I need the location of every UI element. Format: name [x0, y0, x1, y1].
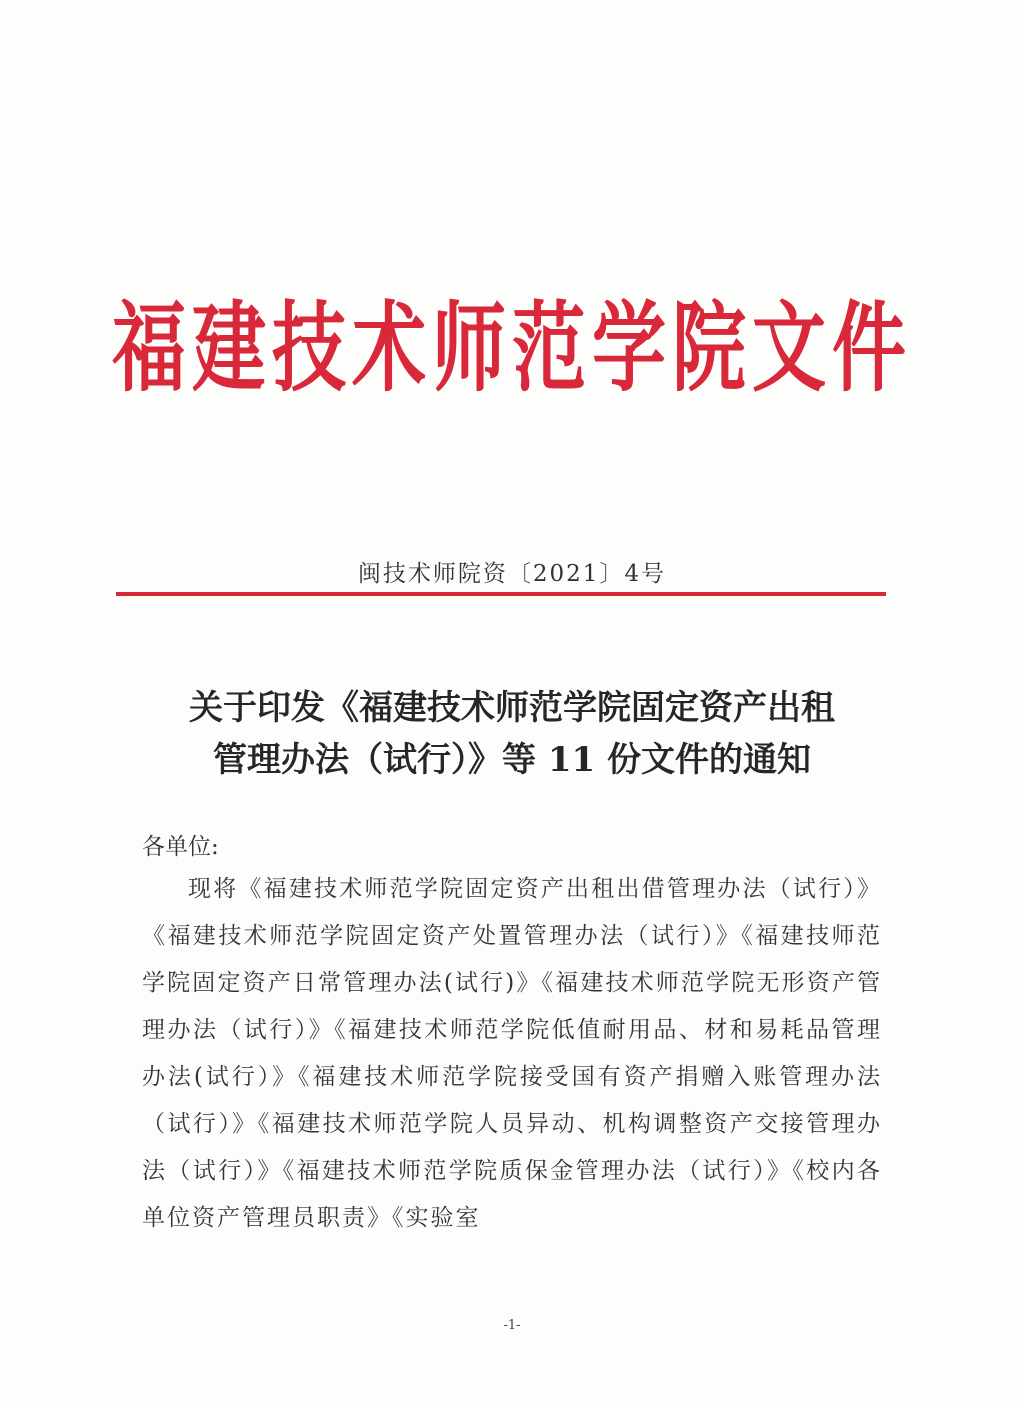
page-number: -1-	[503, 1318, 521, 1333]
notice-title-line-2: 管理办法（试行）》等 11 份文件的通知	[213, 740, 811, 780]
salutation: 各单位:	[142, 834, 219, 860]
document-header-title: 福建技术师范学院文件	[112, 292, 912, 406]
document-number: 闽技术师院资〔2021〕4号	[357, 561, 667, 587]
notice-title-line-1: 关于印发《福建技术师范学院固定资产出租	[189, 688, 835, 728]
body-paragraph: 现将《福建技术师范学院固定资产出租出借管理办法（试行）》《福建技术师范学院固定资产处置管理办法（试行）》《福建技师范学院固定资产日常管理办法(试行)》《福建技术师范学院无形资产管理办法（试行）》《福建技术师范学院低值耐用品、材和易耗品管理办法(试行）》《福建技术师范学院接受国有资产捐赠入账管理办法（试行）》《福建技术师范学院人员异动、机构调整资产交接管理办法（试行）》《福建技术师范学院质保金管理办法（试行）》《校内各单位资产管理员职责》《实验室	[142, 876, 882, 1231]
notice-title	[120, 682, 904, 786]
red-divider-line	[116, 592, 886, 596]
